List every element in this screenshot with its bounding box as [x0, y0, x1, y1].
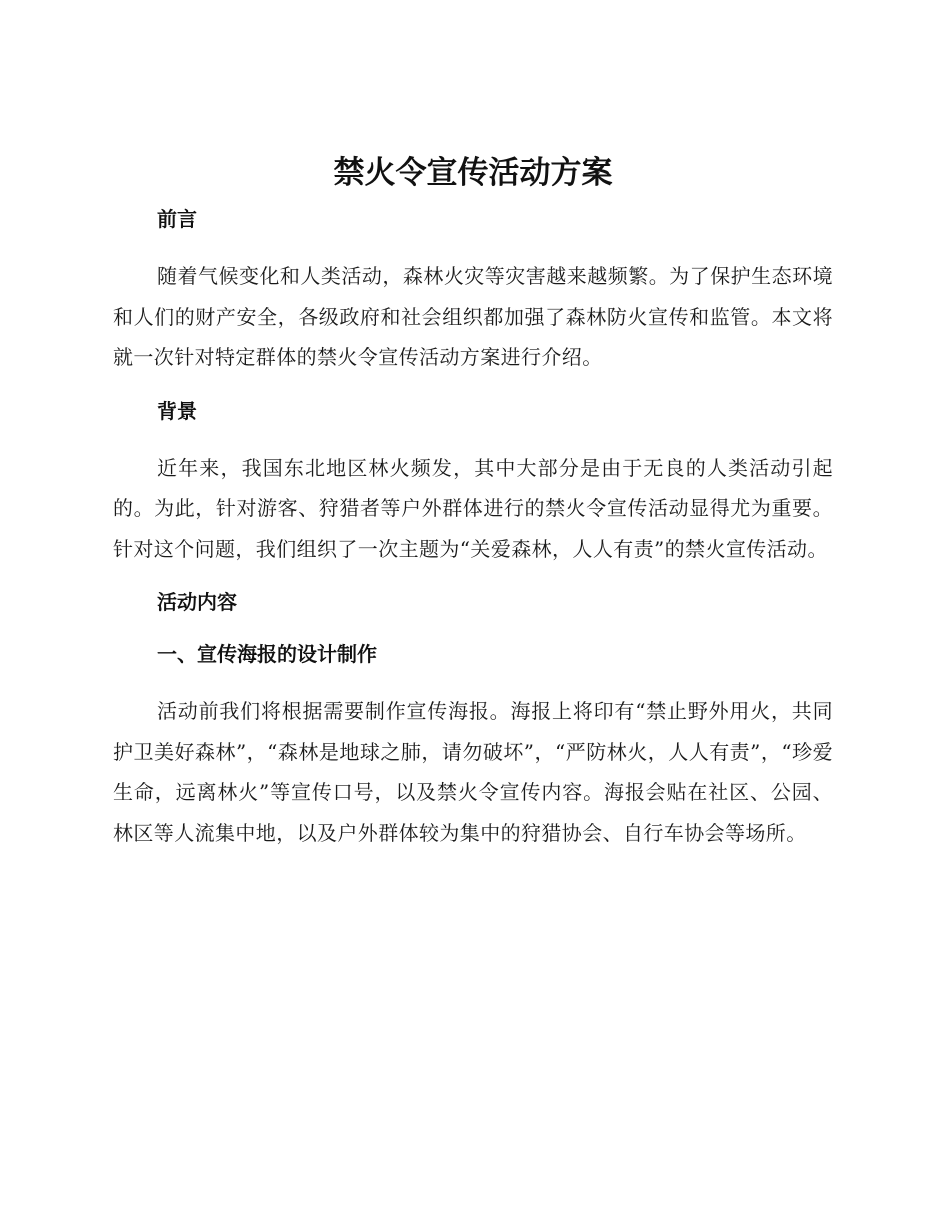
section-heading-background: 背景	[157, 398, 197, 423]
document-title: 禁火令宣传活动方案	[333, 155, 613, 191]
section-heading-activity-content: 活动内容	[157, 590, 237, 614]
preface-paragraph: 随着气候变化和人类活动，森林火灾等灾害越来越频繁。为了保护生态环境和人们的财产安全，各级政府和社会组织都加强了森林防火宣传和监管。本文将就一次针对特定群体的禁火令宣传活动方案进行介绍。	[113, 264, 833, 369]
subsection-heading-poster-design: 一、宣传海报的设计制作	[157, 642, 377, 666]
poster-design-paragraph: 活动前我们将根据需要制作宣传海报。海报上将印有“禁止野外用火，共同护卫美好森林”，“森林是地球之肺，请勿破坏”，“严防林火，人人有责”，“珍爱生命，远离林火”等宣传口号，以及禁火令宣传内容。海报会贴在社区、公园、林区等人流集中地，以及户外群体较为集中的狩猎协会、自行车协会等场所。	[113, 699, 834, 845]
background-paragraph: 近年来，我国东北地区林火频发，其中大部分是由于无良的人类活动引起的。为此，针对游客、狩猎者等户外群体进行的禁火令宣传活动显得尤为重要。针对这个问题，我们组织了一次主题为“关爱森林，人人有责”的禁火宣传活动。	[113, 455, 833, 561]
section-heading-preface: 前言	[157, 207, 197, 231]
document-body	[113, 148, 833, 853]
